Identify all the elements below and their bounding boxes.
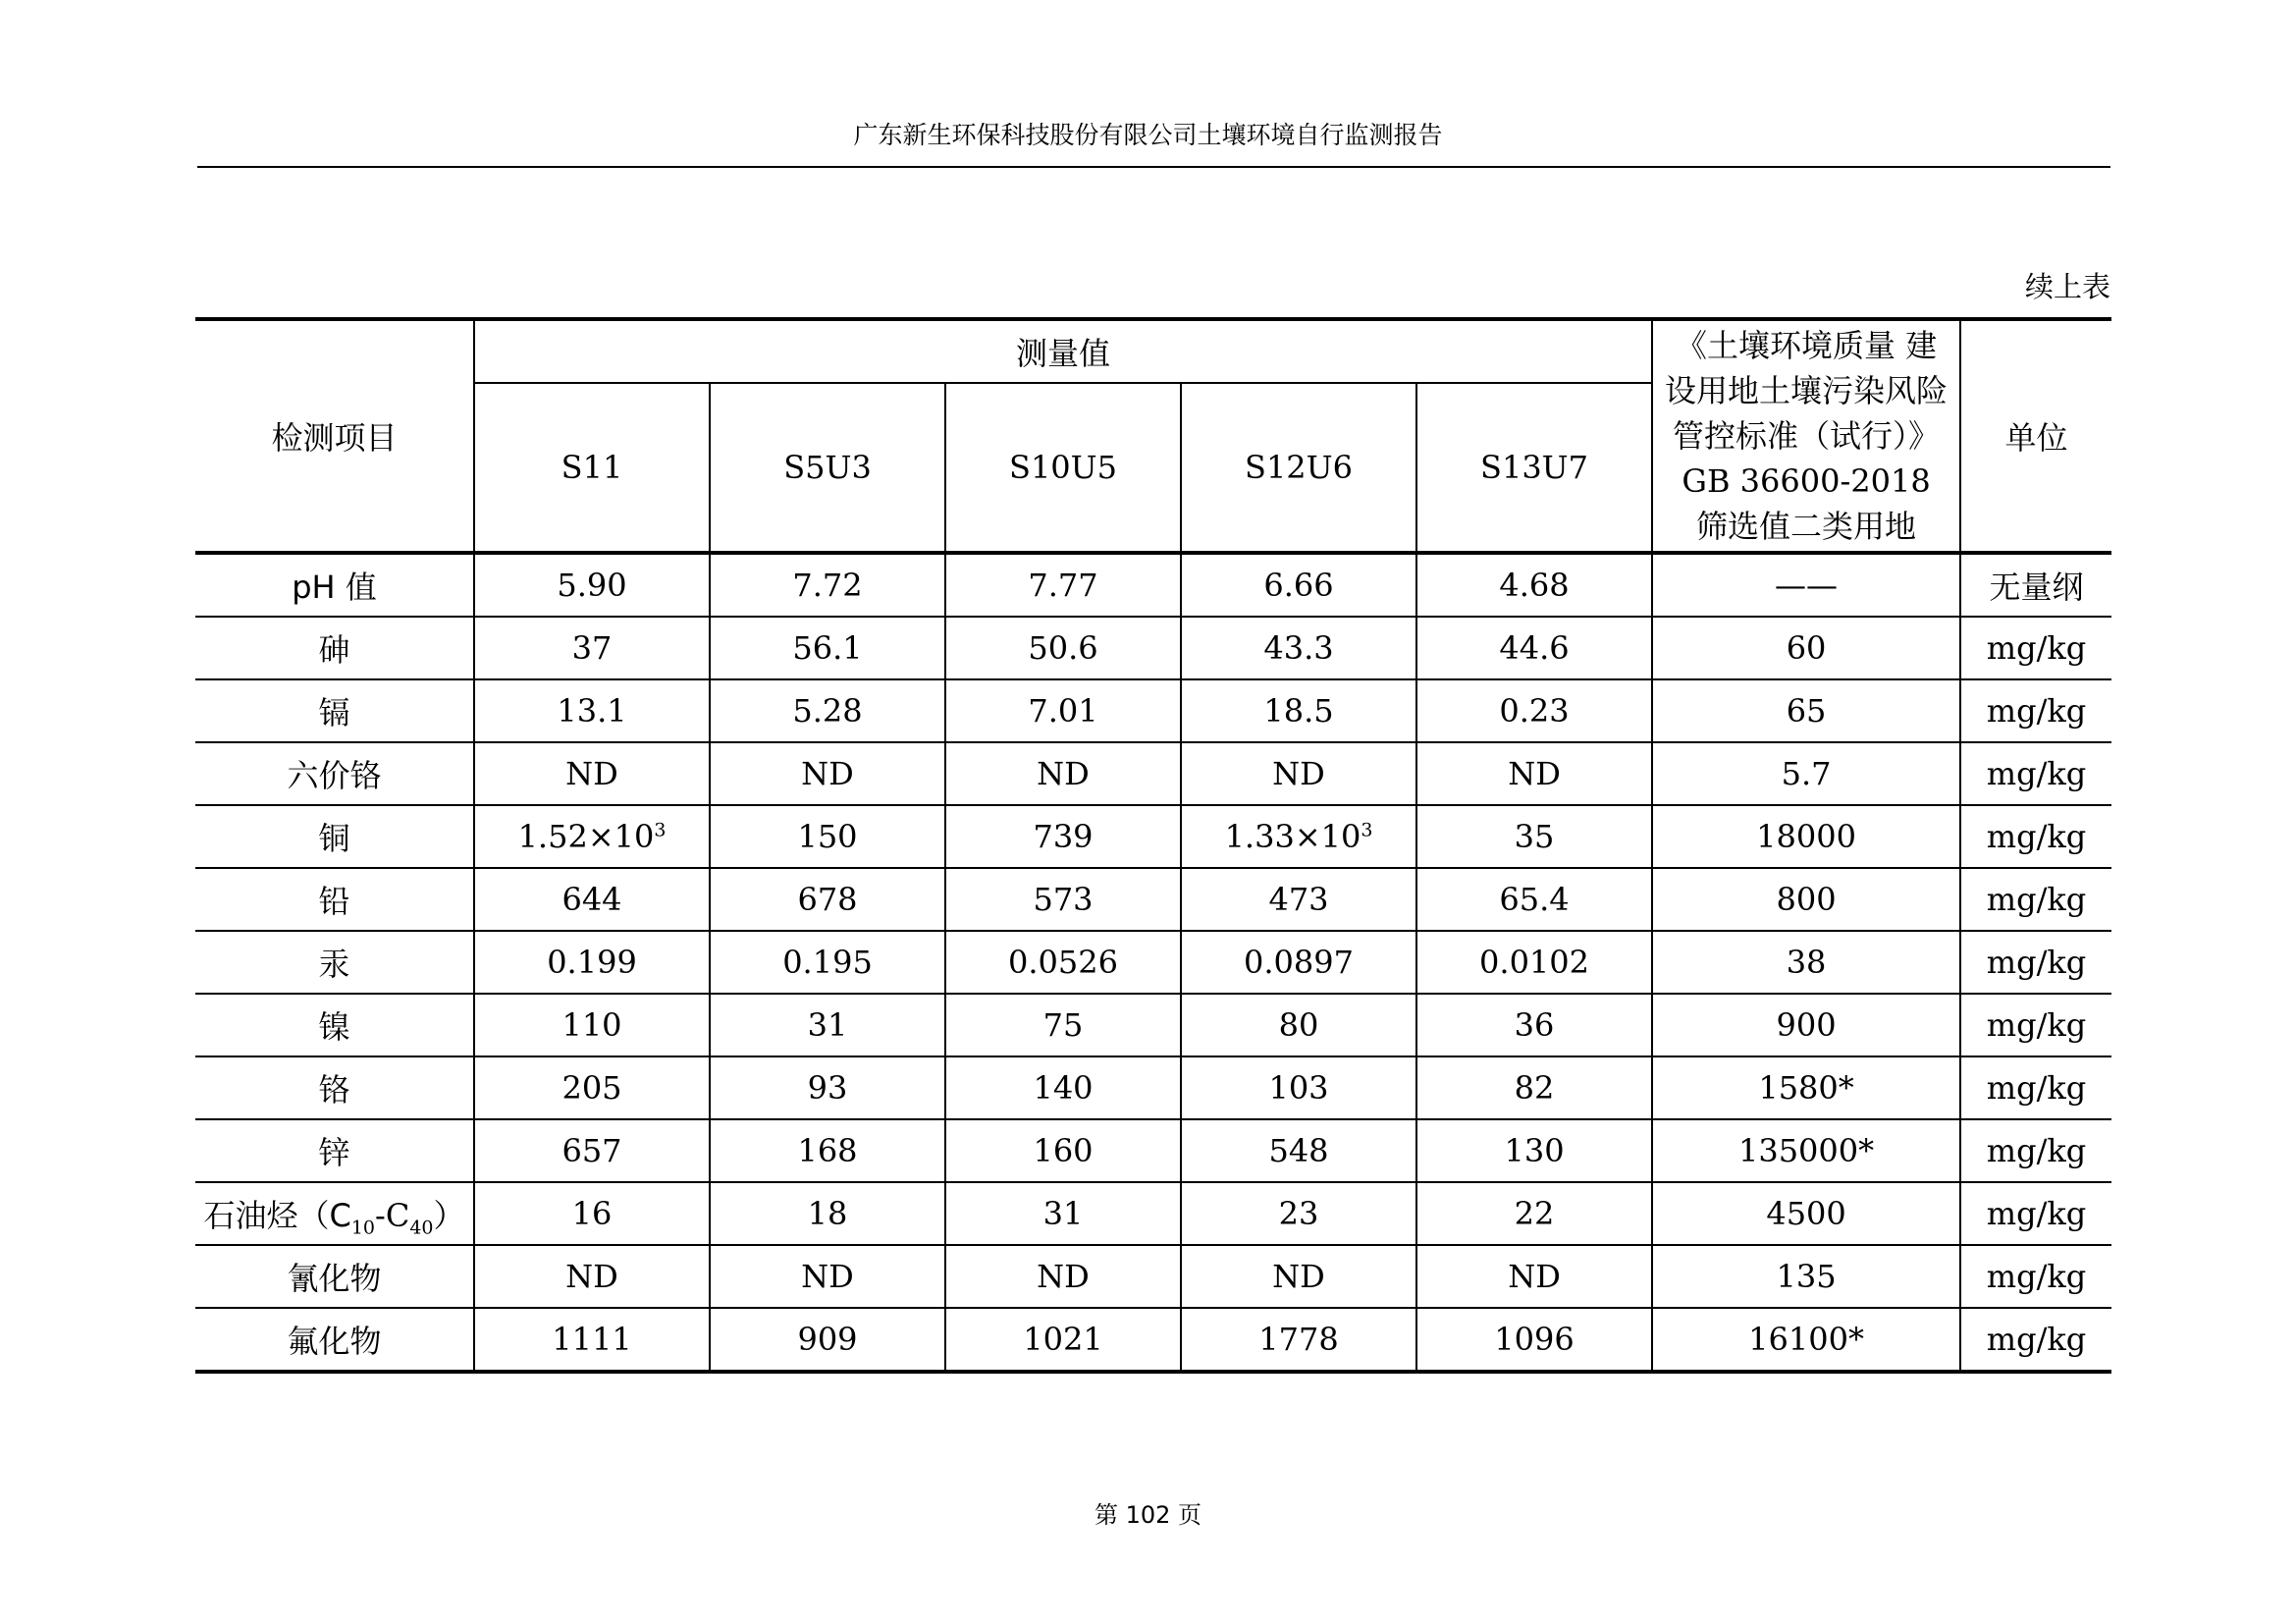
row-item-cell: 铜 xyxy=(195,805,474,868)
measured-value: 0.199 xyxy=(547,944,637,981)
item-text-part: 40 xyxy=(409,1217,434,1239)
row-item-cell xyxy=(195,1182,474,1245)
sample-id-cell: S5U3 xyxy=(710,383,945,553)
sample-id-cell: S13U7 xyxy=(1416,383,1652,553)
item-text-part: 10 xyxy=(350,1217,376,1239)
measured-value-cell xyxy=(1181,742,1416,805)
measured-value: 1096 xyxy=(1494,1321,1575,1358)
measured-value: 140 xyxy=(1033,1069,1094,1107)
measured-value: 909 xyxy=(797,1321,858,1358)
measured-value-cell xyxy=(945,553,1181,617)
measured-value-cell xyxy=(945,1182,1181,1245)
measured-value: 0.0526 xyxy=(1008,944,1118,981)
measured-value: 739 xyxy=(1033,818,1094,855)
measured-value: 0.23 xyxy=(1499,692,1570,730)
standard-line: GB 36600-2018 xyxy=(1682,462,1931,500)
measured-value: 93 xyxy=(807,1069,848,1107)
measured-value-cell xyxy=(474,617,710,679)
measured-value: 7.72 xyxy=(792,567,863,604)
standard-value-cell: 900 xyxy=(1652,994,1960,1056)
measured-value: 0.0102 xyxy=(1479,944,1589,981)
measured-value: 16 xyxy=(571,1195,613,1232)
unit-cell: mg/kg xyxy=(1960,1119,2111,1182)
measured-value-cell xyxy=(710,553,945,617)
measured-value: 110 xyxy=(561,1006,622,1044)
measured-value-cell xyxy=(1416,1182,1652,1245)
measured-value: 18.5 xyxy=(1263,692,1334,730)
measured-value-cell xyxy=(1181,617,1416,679)
measured-value: ND xyxy=(565,755,618,792)
row-item-cell: 镉 xyxy=(195,679,474,742)
standard-line: 管控标准（试行）》 xyxy=(1673,417,1941,455)
measured-value: 7.01 xyxy=(1028,692,1098,730)
measured-value: 31 xyxy=(807,1006,848,1044)
measured-value: 65.4 xyxy=(1499,881,1570,918)
measured-value-cell xyxy=(945,1308,1181,1372)
measured-value-cell xyxy=(710,805,945,868)
unit-cell: mg/kg xyxy=(1960,1308,2111,1372)
table-row xyxy=(195,868,2111,931)
unit-cell: mg/kg xyxy=(1960,1182,2111,1245)
measured-value: 13.1 xyxy=(557,692,627,730)
measured-value-cell xyxy=(474,805,710,868)
measured-value: 75 xyxy=(1042,1006,1084,1044)
measured-value: 80 xyxy=(1278,1006,1319,1044)
measured-value: 5.90 xyxy=(557,567,627,604)
sample-id-cell: S10U5 xyxy=(945,383,1181,553)
measured-value: ND xyxy=(1272,1258,1325,1295)
measured-value-cell xyxy=(474,1119,710,1182)
measured-value-cell xyxy=(945,805,1181,868)
measured-value-cell xyxy=(710,1182,945,1245)
measured-value-cell xyxy=(1416,1308,1652,1372)
measured-value: 37 xyxy=(571,629,613,667)
measured-value-cell xyxy=(1416,617,1652,679)
measured-value-cell xyxy=(1181,1119,1416,1182)
standard-value-cell: 16100* xyxy=(1652,1308,1960,1372)
row-item-cell: 砷 xyxy=(195,617,474,679)
standard-value-cell: 38 xyxy=(1652,931,1960,994)
measured-value: 31 xyxy=(1042,1195,1084,1232)
measured-value-cell xyxy=(945,1245,1181,1308)
measured-value: 473 xyxy=(1268,881,1329,918)
measured-value: 0.195 xyxy=(782,944,873,981)
measured-value-cell xyxy=(710,1119,945,1182)
measured-value-cell xyxy=(474,553,710,617)
unit-cell: mg/kg xyxy=(1960,805,2111,868)
measured-value: 1111 xyxy=(552,1321,632,1358)
measured-value: 644 xyxy=(561,881,622,918)
measured-value-cell xyxy=(1181,868,1416,931)
measured-value-cell xyxy=(1181,994,1416,1056)
measured-value: 23 xyxy=(1278,1195,1319,1232)
standard-value-cell: 1580* xyxy=(1652,1056,1960,1119)
measured-value-cell xyxy=(1181,1245,1416,1308)
measured-value-cell xyxy=(474,1245,710,1308)
measured-value-cell xyxy=(710,931,945,994)
continued-label: 续上表 xyxy=(2024,270,2110,303)
row-item-cell: 氰化物 xyxy=(195,1245,474,1308)
monitoring-results-table xyxy=(195,317,2111,1374)
row-item-cell: 锌 xyxy=(195,1119,474,1182)
measured-value-cell xyxy=(474,1182,710,1245)
unit-cell: mg/kg xyxy=(1960,679,2111,742)
measured-value-cell xyxy=(710,868,945,931)
header-measured-cell: 测量值 xyxy=(474,319,1652,383)
measured-value: 56.1 xyxy=(792,629,863,667)
measured-value: 7.77 xyxy=(1028,567,1098,604)
row-item-cell: 铬 xyxy=(195,1056,474,1119)
measured-value-cell xyxy=(710,1056,945,1119)
unit-cell: mg/kg xyxy=(1960,994,2111,1056)
standard-value-cell: 4500 xyxy=(1652,1182,1960,1245)
standard-line: 《土壤环境质量 建 xyxy=(1675,327,1938,364)
table-row xyxy=(195,1182,2111,1245)
row-item-cell: pH 值 xyxy=(195,553,474,617)
table-row xyxy=(195,1119,2111,1182)
measured-value-cell xyxy=(474,679,710,742)
measured-value-cell xyxy=(1181,553,1416,617)
header-item-cell: 检测项目 xyxy=(195,319,474,553)
unit-cell: 无量纲 xyxy=(1960,553,2111,617)
unit-cell: mg/kg xyxy=(1960,742,2111,805)
table-row xyxy=(195,617,2111,679)
measured-value: 1778 xyxy=(1258,1321,1339,1358)
measured-value-cell xyxy=(1416,1245,1652,1308)
header-unit-cell: 单位 xyxy=(1960,319,2111,553)
measured-value-cell xyxy=(1416,868,1652,931)
measured-value: ND xyxy=(801,1258,854,1295)
table-body xyxy=(195,553,2111,1372)
measured-value-cell xyxy=(945,931,1181,994)
item-text-part: ） xyxy=(433,1197,465,1234)
measured-value: 548 xyxy=(1268,1132,1329,1169)
exponent: 3 xyxy=(1361,819,1373,841)
measured-value: 150 xyxy=(797,818,858,855)
measured-value: 36 xyxy=(1514,1006,1555,1044)
measured-value-cell xyxy=(945,679,1181,742)
measured-value: 130 xyxy=(1504,1132,1565,1169)
standard-value-cell: 5.7 xyxy=(1652,742,1960,805)
measured-value: ND xyxy=(801,755,854,792)
measured-value: ND xyxy=(1508,755,1561,792)
table-row xyxy=(195,679,2111,742)
unit-cell: mg/kg xyxy=(1960,868,2111,931)
measured-value: 18 xyxy=(807,1195,848,1232)
measured-value: 1.52×10 xyxy=(517,818,655,855)
measured-value-cell xyxy=(474,868,710,931)
measured-value: 1.33×10 xyxy=(1224,818,1362,855)
exponent: 3 xyxy=(654,819,667,841)
measured-value-cell xyxy=(474,742,710,805)
measured-value-cell xyxy=(474,1056,710,1119)
sample-id-cell: S11 xyxy=(474,383,710,553)
measured-value-cell xyxy=(474,994,710,1056)
measured-value-cell xyxy=(945,617,1181,679)
unit-cell: mg/kg xyxy=(1960,1056,2111,1119)
measured-value-cell xyxy=(1181,931,1416,994)
measured-value: 5.28 xyxy=(792,692,863,730)
standard-value-cell: —— xyxy=(1652,553,1960,617)
measured-value-cell xyxy=(710,994,945,1056)
measured-value: 22 xyxy=(1514,1195,1555,1232)
header-divider xyxy=(197,166,2110,168)
measured-value-cell xyxy=(1416,1056,1652,1119)
standard-value-cell: 135 xyxy=(1652,1245,1960,1308)
measured-value: 573 xyxy=(1033,881,1094,918)
table-row xyxy=(195,1056,2111,1119)
measured-value-cell xyxy=(1416,805,1652,868)
measured-value: 43.3 xyxy=(1263,629,1334,667)
standard-value-cell: 65 xyxy=(1652,679,1960,742)
measured-value-cell xyxy=(1181,1308,1416,1372)
measured-value: 4.68 xyxy=(1499,567,1570,604)
unit-cell: mg/kg xyxy=(1960,931,2111,994)
table-row xyxy=(195,805,2111,868)
measured-value-cell xyxy=(945,1056,1181,1119)
standard-line: 筛选值二类用地 xyxy=(1696,508,1917,545)
measured-value-cell xyxy=(1181,1056,1416,1119)
measured-value: 160 xyxy=(1033,1132,1094,1169)
table-row xyxy=(195,553,2111,617)
measured-value: ND xyxy=(1272,755,1325,792)
table-row xyxy=(195,742,2111,805)
measured-value-cell xyxy=(1416,931,1652,994)
measured-value-cell xyxy=(474,1308,710,1372)
measured-value-cell xyxy=(1181,679,1416,742)
measured-value: 205 xyxy=(561,1069,622,1107)
measured-value-cell xyxy=(710,1308,945,1372)
measured-value-cell xyxy=(1416,994,1652,1056)
measured-value-cell xyxy=(710,1245,945,1308)
measured-value-cell xyxy=(710,742,945,805)
measured-value-cell xyxy=(945,868,1181,931)
sample-id-cell: S12U6 xyxy=(1181,383,1416,553)
measured-value-cell xyxy=(1416,553,1652,617)
measured-value-cell xyxy=(1416,679,1652,742)
measured-value: ND xyxy=(1037,1258,1090,1295)
standard-value-cell: 60 xyxy=(1652,617,1960,679)
measured-value-cell xyxy=(1181,1182,1416,1245)
table-row xyxy=(195,1245,2111,1308)
standard-value-cell: 800 xyxy=(1652,868,1960,931)
report-header-title: 广东新生环保科技股份有限公司土壤环境自行监测报告 xyxy=(853,121,1443,149)
item-text-part: -C xyxy=(375,1197,410,1234)
unit-cell: mg/kg xyxy=(1960,617,2111,679)
row-item-cell: 汞 xyxy=(195,931,474,994)
standard-value-cell: 135000* xyxy=(1652,1119,1960,1182)
row-item-cell: 氟化物 xyxy=(195,1308,474,1372)
header-row xyxy=(195,319,2111,383)
measured-value: 657 xyxy=(561,1132,622,1169)
measured-value-cell xyxy=(1181,805,1416,868)
measured-value-cell xyxy=(945,742,1181,805)
measured-value-cell xyxy=(1416,742,1652,805)
measured-value: 50.6 xyxy=(1028,629,1098,667)
unit-cell: mg/kg xyxy=(1960,1245,2111,1308)
measured-value-cell xyxy=(474,931,710,994)
row-item-cell: 镍 xyxy=(195,994,474,1056)
standard-line: 设用地土壤污染风险 xyxy=(1665,372,1949,409)
measured-value: 168 xyxy=(797,1132,858,1169)
measured-value: 6.66 xyxy=(1263,567,1334,604)
table-row xyxy=(195,994,2111,1056)
measured-value-cell xyxy=(710,679,945,742)
row-item-cell: 六价铬 xyxy=(195,742,474,805)
measured-value: ND xyxy=(1508,1258,1561,1295)
measured-value: 82 xyxy=(1514,1069,1555,1107)
row-item-cell: 铅 xyxy=(195,868,474,931)
measured-value: 1021 xyxy=(1023,1321,1103,1358)
measured-value-cell xyxy=(945,994,1181,1056)
measured-value: 678 xyxy=(797,881,858,918)
measured-value: 0.0897 xyxy=(1244,944,1354,981)
measured-value-cell xyxy=(945,1119,1181,1182)
standard-value-cell: 18000 xyxy=(1652,805,1960,868)
measured-value-cell xyxy=(1416,1119,1652,1182)
table-row xyxy=(195,1308,2111,1372)
measured-value: ND xyxy=(565,1258,618,1295)
measured-value: 103 xyxy=(1268,1069,1329,1107)
measured-value: 35 xyxy=(1514,818,1555,855)
item-text-part: 石油烃（C xyxy=(203,1197,351,1234)
measured-value: ND xyxy=(1037,755,1090,792)
page-number: 第 102 页 xyxy=(1094,1501,1202,1529)
table-row xyxy=(195,931,2111,994)
header-standard-cell xyxy=(1652,319,1960,553)
measured-value-cell xyxy=(710,617,945,679)
measured-value: 44.6 xyxy=(1499,629,1570,667)
